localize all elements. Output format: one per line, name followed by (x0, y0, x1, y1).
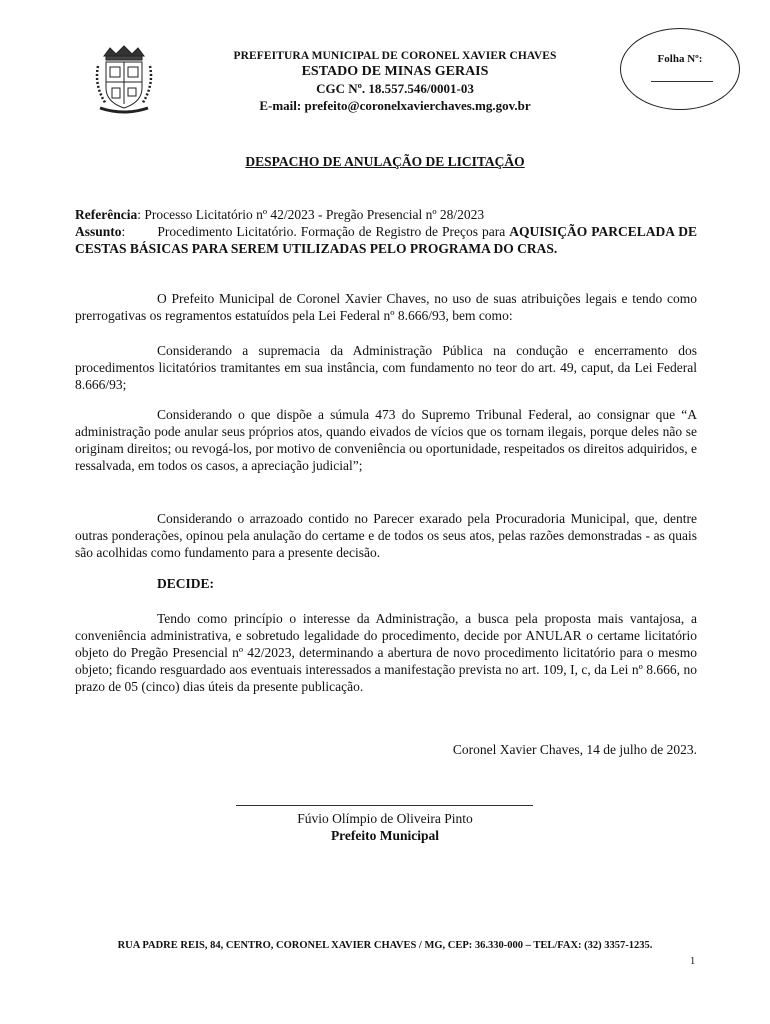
referencia-text: : Processo Licitatório nº 42/2023 - Pregão Presencial nº 28/2023 (137, 207, 485, 222)
document-title: DESPACHO DE ANULAÇÃO DE LICITAÇÃO (245, 154, 525, 169)
assunto-label: Assunto (75, 224, 122, 239)
referencia-label: Referência (75, 207, 138, 222)
signature-line (236, 805, 533, 806)
assunto-block (75, 223, 697, 257)
referencia-line (75, 206, 697, 223)
paragraph-decision: Tendo como princípio o interesse da Administração, a busca pela proposta mais vantajosa, a conveniência administrativa, e sobretudo legalidade do procedimento, decide por ANULAR o certame licitatório objeto do Pregão Presencial nº 42/2023, determinando a abertura de novo procedimento licitatório para o mesmo objeto; ficando resguardado aos eventuais interessados a manifestação prevista no art. 109, I, c, da Lei nº 8.666, no prazo de 05 (cinco) dias úteis da presente publicação. (75, 611, 697, 694)
decide-heading: DECIDE: (157, 576, 215, 591)
letterhead-cgc: CGC Nº. 18.557.546/0001-03 (316, 81, 474, 96)
signatory-name: Fúvio Olímpio de Oliveira Pinto (297, 811, 473, 826)
signatory-role: Prefeito Municipal (330, 828, 440, 843)
paragraph-considerando-2: Considerando o que dispõe a súmula 473 do Supremo Tribunal Federal, ao consignar que “A administração pode anular seus próprios atos, quando eivados de vícios que os tornam ilegais, porque deles não se originam direitos; ou revogá-los, por motivo de conveniência ou oportunidade, respeitados os direitos adquiridos, e ressalvada, em todos os casos, a apreciação judicial”; (75, 407, 697, 473)
letterhead-city-hall: PREFEITURA MUNICIPAL DE CORONEL XAVIER CHAVES (233, 50, 557, 62)
paragraph-considerando-3: Considerando o arrazoado contido no Parecer exarado pela Procuradoria Municipal, que, dentre outras ponderações, opinou pela anulação do certame e de todos os seus atos, pelas razões demonstradas - as quais são acolhidas como fundamento para a presente decisão. (75, 511, 697, 560)
paragraph-considerando-1: Considerando a supremacia da Administração Pública na condução e encerramento dos procedimentos licitatórios tramitantes em sua instância, com fundamento no teor do art. 49, caput, da Lei Federal 8.666/93; (75, 343, 697, 392)
folha-stamp (620, 28, 740, 110)
letterhead-email: E-mail: prefeito@coronelxavierchaves.mg.gov.br (259, 98, 531, 113)
letterhead-state: ESTADO DE MINAS GERAIS (301, 64, 489, 79)
assunto-text: : Procedimento Licitatório. Formação de Registro de Preços para (121, 224, 510, 239)
assunto-object: AQUISIÇÃO PARCELADA DE CESTAS BÁSICAS PARA SEREM UTILIZADAS PELO PROGRAMA DO CRAS. (75, 224, 697, 256)
letterhead (190, 50, 600, 114)
folha-number-line (651, 81, 713, 82)
paragraph-preamble: O Prefeito Municipal de Coronel Xavier Chaves, no uso de suas atribuições legais e tendo como prerrogativas os regramentos estatuídos pela Lei Federal nº 8.666/93, bem como: (75, 291, 697, 323)
municipal-coat-of-arms-icon (92, 42, 156, 116)
page-number: 1 (690, 956, 696, 967)
folha-label: Folha Nº: (657, 53, 703, 65)
footer-address: RUA PADRE REIS, 84, CENTRO, CORONEL XAVIER CHAVES / MG, CEP: 36.330-000 – TEL/FAX: (32) 3357-1235. (117, 940, 653, 951)
date-line: Coronel Xavier Chaves, 14 de julho de 2023. (452, 742, 697, 757)
